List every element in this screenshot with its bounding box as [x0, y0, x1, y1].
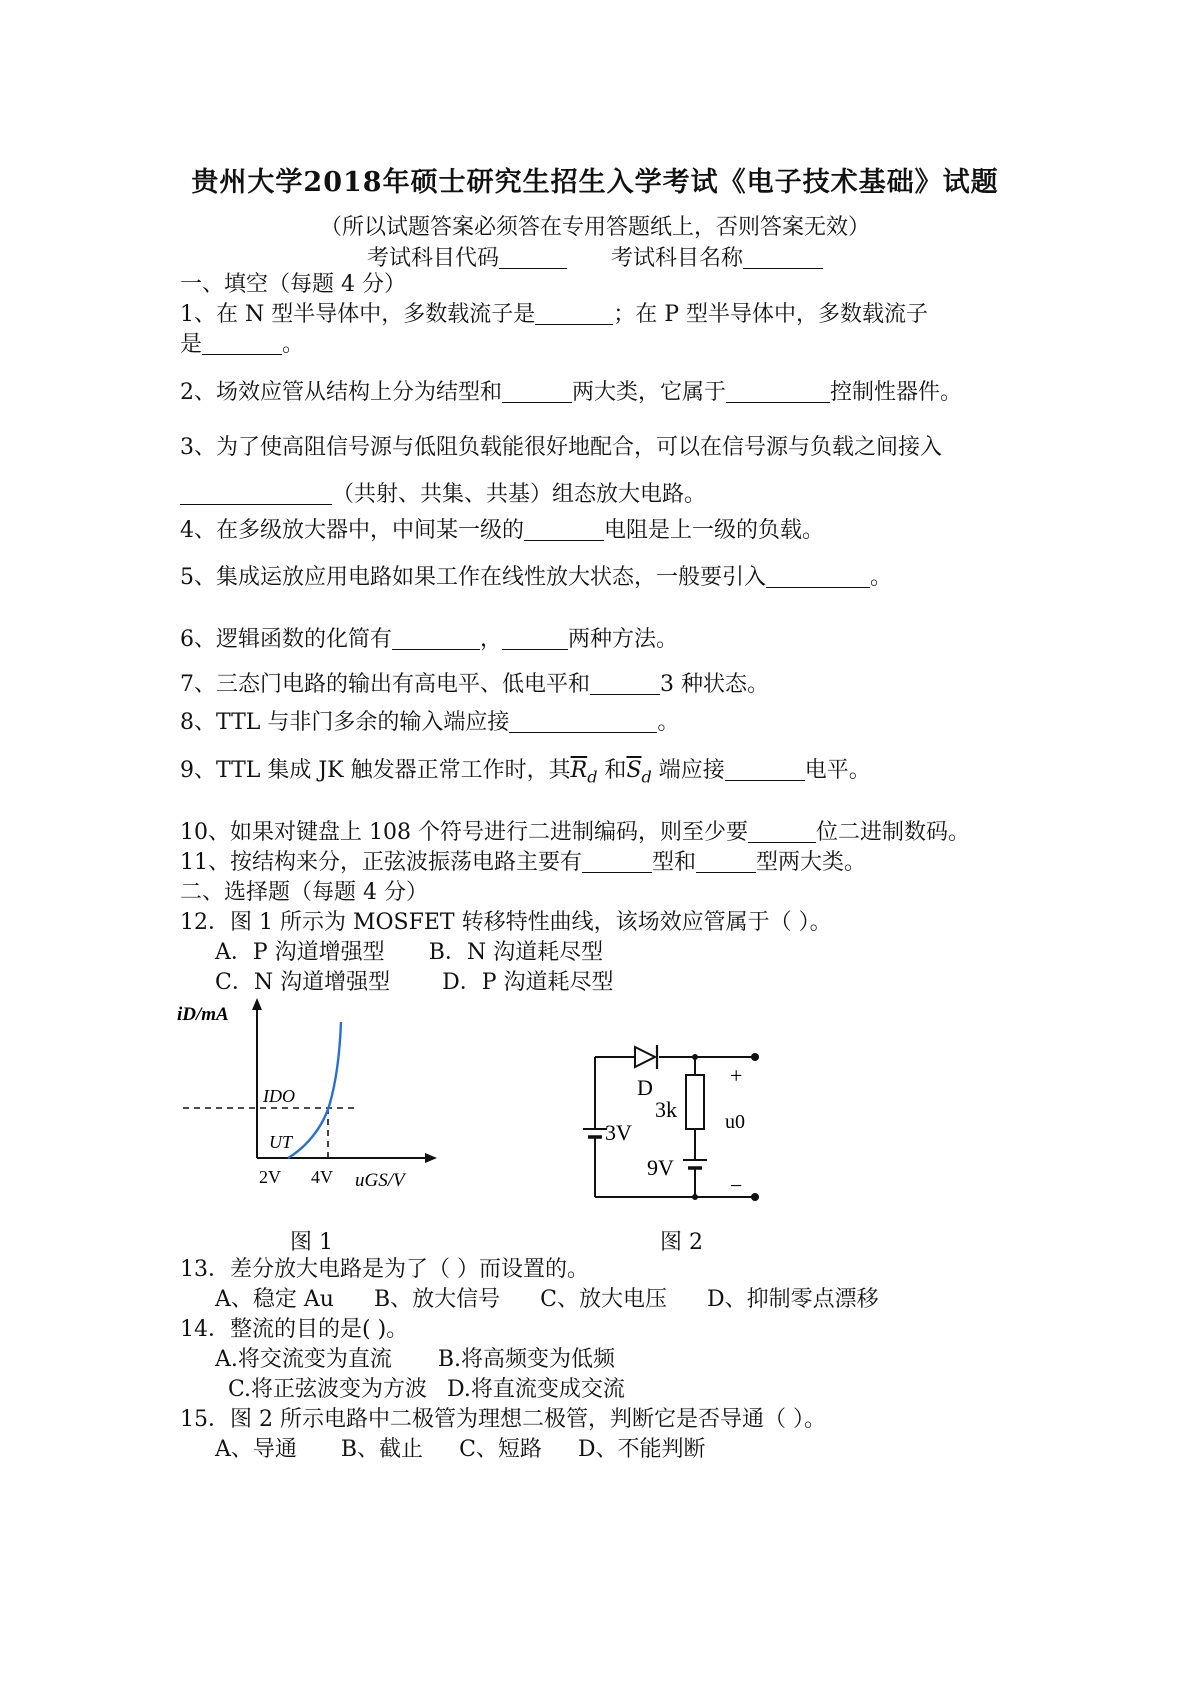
question-11: 11、按结构来分，正弦波振荡电路主要有 型和 型两大类。: [180, 850, 867, 875]
fig1-xlabel: uGS/V: [355, 1170, 405, 1191]
fig2-minus: −: [730, 1173, 743, 1198]
subject-name-label: 考试科目名称: [611, 246, 744, 271]
question-14-opts-ab: A.将交流变为直流 B.将高频变为低频: [215, 1347, 616, 1372]
question-7: 7、三态门电路的输出有高电平、低电平和 3 种状态。: [180, 672, 769, 697]
subject-code-blank: [499, 246, 567, 269]
question-8: 8、TTL 与非门多余的输入端应接 。: [180, 710, 680, 735]
subject-info: [0, 241, 1190, 272]
question-1: 1、在 N 型半导体中，多数载流子是 ；在 P 型半导体中，多数载流子: [180, 302, 929, 327]
question-4: 4、在多级放大器中，中间某一级的 电阻是上一级的负载。: [180, 518, 825, 543]
fig2-res-label: 3k: [655, 1097, 677, 1122]
question-12: 12．图 1 所示为 MOSFET 转移特性曲线，该场效应管属于（ ）。: [180, 910, 832, 935]
fig1-ylabel: iD/mA: [177, 1004, 229, 1025]
fig1-tick-2v: 2V: [259, 1167, 281, 1187]
fig2-3v-label: 3V: [605, 1120, 632, 1145]
fig2-9v-label: 9V: [647, 1155, 674, 1180]
question-9: 9、TTL 集成 JK 触发器正常工作时，其$\overline{R}_d$ 和$\overline{S}_d$ 端应接 电平。: [180, 758, 871, 787]
question-12-opts-cd: C．N 沟道增强型 D．P 沟道耗尽型: [215, 970, 614, 995]
fig1-ut-label: UT: [269, 1132, 293, 1152]
question-15: 15．图 2 所示电路中二极管为理想二极管，判断它是否导通（ ）。: [180, 1407, 826, 1432]
fig1-tick-4v: 4V: [311, 1167, 333, 1187]
figure-1-transfer-curve: [175, 998, 440, 1198]
fig2-plus: +: [730, 1063, 743, 1088]
question-3-cont: （共射、共集、共基）组态放大电路。: [180, 480, 706, 510]
figure-1-caption: 图 1: [290, 1230, 333, 1255]
section-fill-blank: 一、填空（每题 4 分）: [180, 272, 406, 297]
question-15-opts: A、导通 B、截止 C、短路 D、不能判断: [215, 1437, 706, 1462]
question-10: 10、如果对键盘上 108 个符号进行二进制编码，则至少要 位二进制数码。: [180, 820, 970, 845]
question-14-opts-cd: C.将正弦波变为方波 D.将直流变成交流: [228, 1377, 625, 1402]
subject-code-label: 考试科目代码: [366, 246, 499, 271]
question-5: 5、集成运放应用电路如果工作在线性放大状态，一般要引入 。: [180, 565, 893, 590]
figure-2-caption: 图 2: [660, 1230, 703, 1255]
fig1-ido-label: IDO: [263, 1086, 295, 1106]
subject-name-blank: [743, 246, 823, 269]
question-6: 6、逻辑函数的化简有 ， 两种方法。: [180, 627, 679, 652]
fig2-diode-label: D: [637, 1075, 653, 1100]
question-3: 3、为了使高阻信号源与低阻负载能很好地配合，可以在信号源与负载之间接入: [180, 435, 942, 460]
question-13-opts: A、稳定 Au B、放大信号 C、放大电压 D、抑制零点漂移: [215, 1287, 879, 1312]
question-14: 14．整流的目的是( )。: [180, 1317, 409, 1342]
question-1-cont: 是 。: [180, 332, 305, 357]
page-title: 贵州大学2018年硕士研究生招生入学考试《电子技术基础》试题: [191, 167, 999, 198]
answer-note: （所以试题答案必须答在专用答题纸上，否则答案无效）: [319, 215, 870, 240]
figure-2-diode-circuit: [575, 1015, 775, 1210]
question-2: 2、场效应管从结构上分为结型和 两大类，它属于 控制性器件。: [180, 380, 963, 405]
question-12-opts-ab: A．P 沟道增强型 B．N 沟道耗尽型: [215, 940, 604, 965]
fig2-output-label: u0: [725, 1111, 745, 1133]
section-choice: 二、选择题（每题 4 分）: [180, 880, 428, 905]
question-13: 13．差分放大电路是为了（ ）而设置的。: [180, 1257, 589, 1282]
